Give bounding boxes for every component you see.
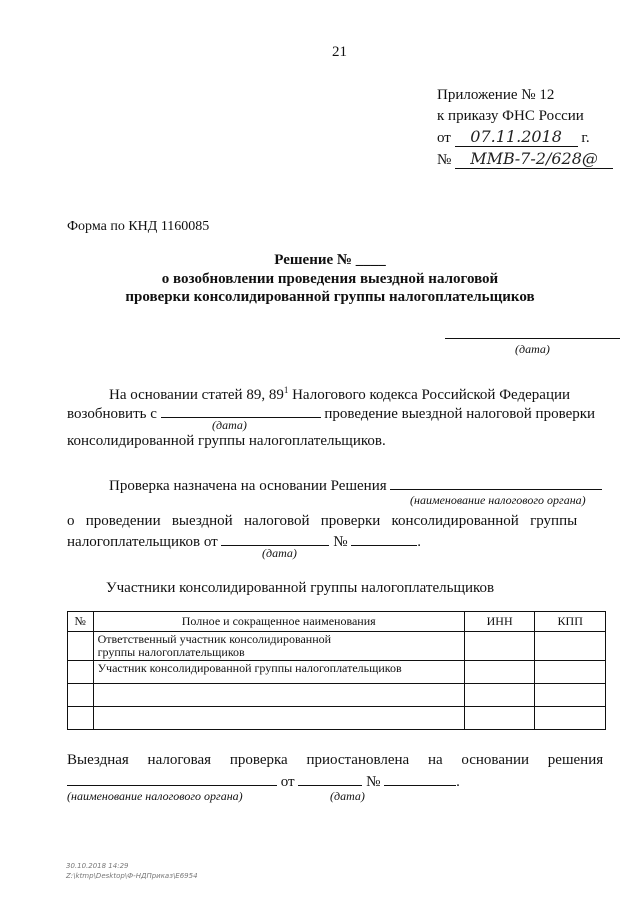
para1-line1	[109, 385, 570, 404]
table-cell	[464, 684, 535, 707]
table-cell	[464, 632, 535, 661]
header-number: №	[68, 612, 94, 632]
table-cell	[68, 684, 94, 707]
table-row	[68, 707, 606, 730]
para1-text-b: Налогового кодекса Российской Федерации	[288, 387, 571, 403]
appendix-number-row	[437, 149, 613, 169]
para1-resume-label: возобновить с	[67, 406, 157, 422]
para2-date-blank	[221, 531, 329, 546]
bottom-number-label: №	[366, 774, 381, 790]
table-row	[68, 632, 606, 661]
para1-resume-date-blank	[161, 403, 321, 418]
header-inn: ИНН	[464, 612, 535, 632]
bottom-period: .	[456, 774, 460, 790]
footer-path: Z:\ktmp\Desktop\Ф-НДПриказ\Е6954	[66, 872, 198, 880]
table-cell	[93, 684, 464, 707]
table-cell	[464, 661, 535, 684]
table-cell	[68, 707, 94, 730]
bottom-org-blank	[67, 771, 277, 786]
decision-date-line	[445, 338, 620, 339]
page-number: 21	[332, 44, 347, 60]
table-cell: Участник консолидированной группы налогоплательщиков	[93, 661, 464, 684]
bottom-line1: Выездная налоговая проверка приостановлена на основании решения	[67, 752, 604, 768]
bottom-org-caption: (наименование налогового органа)	[67, 789, 243, 803]
table-header-row	[68, 612, 606, 632]
bottom-date-blank	[298, 771, 362, 786]
title-line1: Решение № ____	[274, 252, 386, 268]
appendix-line1: Приложение № 12	[437, 87, 555, 103]
para1-date-caption: (дата)	[212, 418, 247, 432]
title-line2: о возобновлении проведения выездной налоговой	[161, 271, 499, 287]
table-cell	[464, 707, 535, 730]
para2-period: .	[417, 534, 422, 550]
appendix-line2: к приказу ФНС России	[437, 108, 584, 124]
para2-line2: о проведении выездной налоговой проверки консолидированной группы	[67, 513, 578, 529]
para2-basis-text: Проверка назначена на основании Решения	[109, 478, 387, 494]
form-code: Форма по КНД 1160085	[67, 219, 210, 234]
bottom-from-label: от	[280, 774, 295, 790]
header-name: Полное и сокращенное наименования	[93, 612, 464, 632]
para1-line2	[67, 403, 595, 423]
appendix-year-suffix: г.	[581, 130, 590, 146]
para1-superscript: 1	[283, 385, 289, 395]
bottom-number-blank	[384, 771, 456, 786]
table-cell	[535, 707, 606, 730]
para2-from-label: налогоплательщиков от	[67, 534, 218, 550]
footer-timestamp: 30.10.2018 14:29	[66, 862, 129, 870]
para2-line1	[109, 475, 602, 495]
header-kpp: КПП	[535, 612, 606, 632]
para2-number-blank	[351, 531, 417, 546]
bottom-date-caption: (дата)	[330, 789, 365, 803]
appendix-date-row	[437, 127, 590, 147]
para2-org-caption: (наименование налогового органа)	[410, 493, 586, 507]
para1-line3: консолидированной группы налогоплательщиков.	[67, 433, 386, 449]
table-cell	[93, 707, 464, 730]
table-cell	[535, 684, 606, 707]
table-cell	[68, 661, 94, 684]
appendix-date-value: 07.11.2018	[455, 127, 578, 147]
appendix-number-label: №	[437, 152, 452, 168]
table-row	[68, 684, 606, 707]
title-line3: проверки консолидированной группы налогоплательщиков	[125, 289, 535, 305]
para2-number-label: №	[333, 534, 348, 550]
table-cell	[68, 632, 94, 661]
para2-line3	[67, 531, 421, 551]
para1-resume-text: проведение выездной налоговой проверки	[324, 406, 596, 422]
participants-table	[67, 611, 606, 730]
appendix-number-value: ММВ-7-2/628@	[455, 149, 613, 169]
table-cell	[535, 661, 606, 684]
decision-date-caption: (дата)	[515, 342, 550, 356]
para2-org-blank	[390, 475, 602, 490]
table-cell: Ответственный участник консолидированной группы налогоплательщиков	[93, 632, 464, 661]
table-title: Участники консолидированной группы налогоплательщиков	[106, 580, 495, 596]
para2-date-caption: (дата)	[262, 546, 297, 560]
bottom-line2	[67, 771, 460, 791]
table-cell	[535, 632, 606, 661]
table-row	[68, 661, 606, 684]
para1-text-a: На основании статей 89, 89	[109, 387, 284, 403]
appendix-from-label: от	[437, 130, 451, 146]
